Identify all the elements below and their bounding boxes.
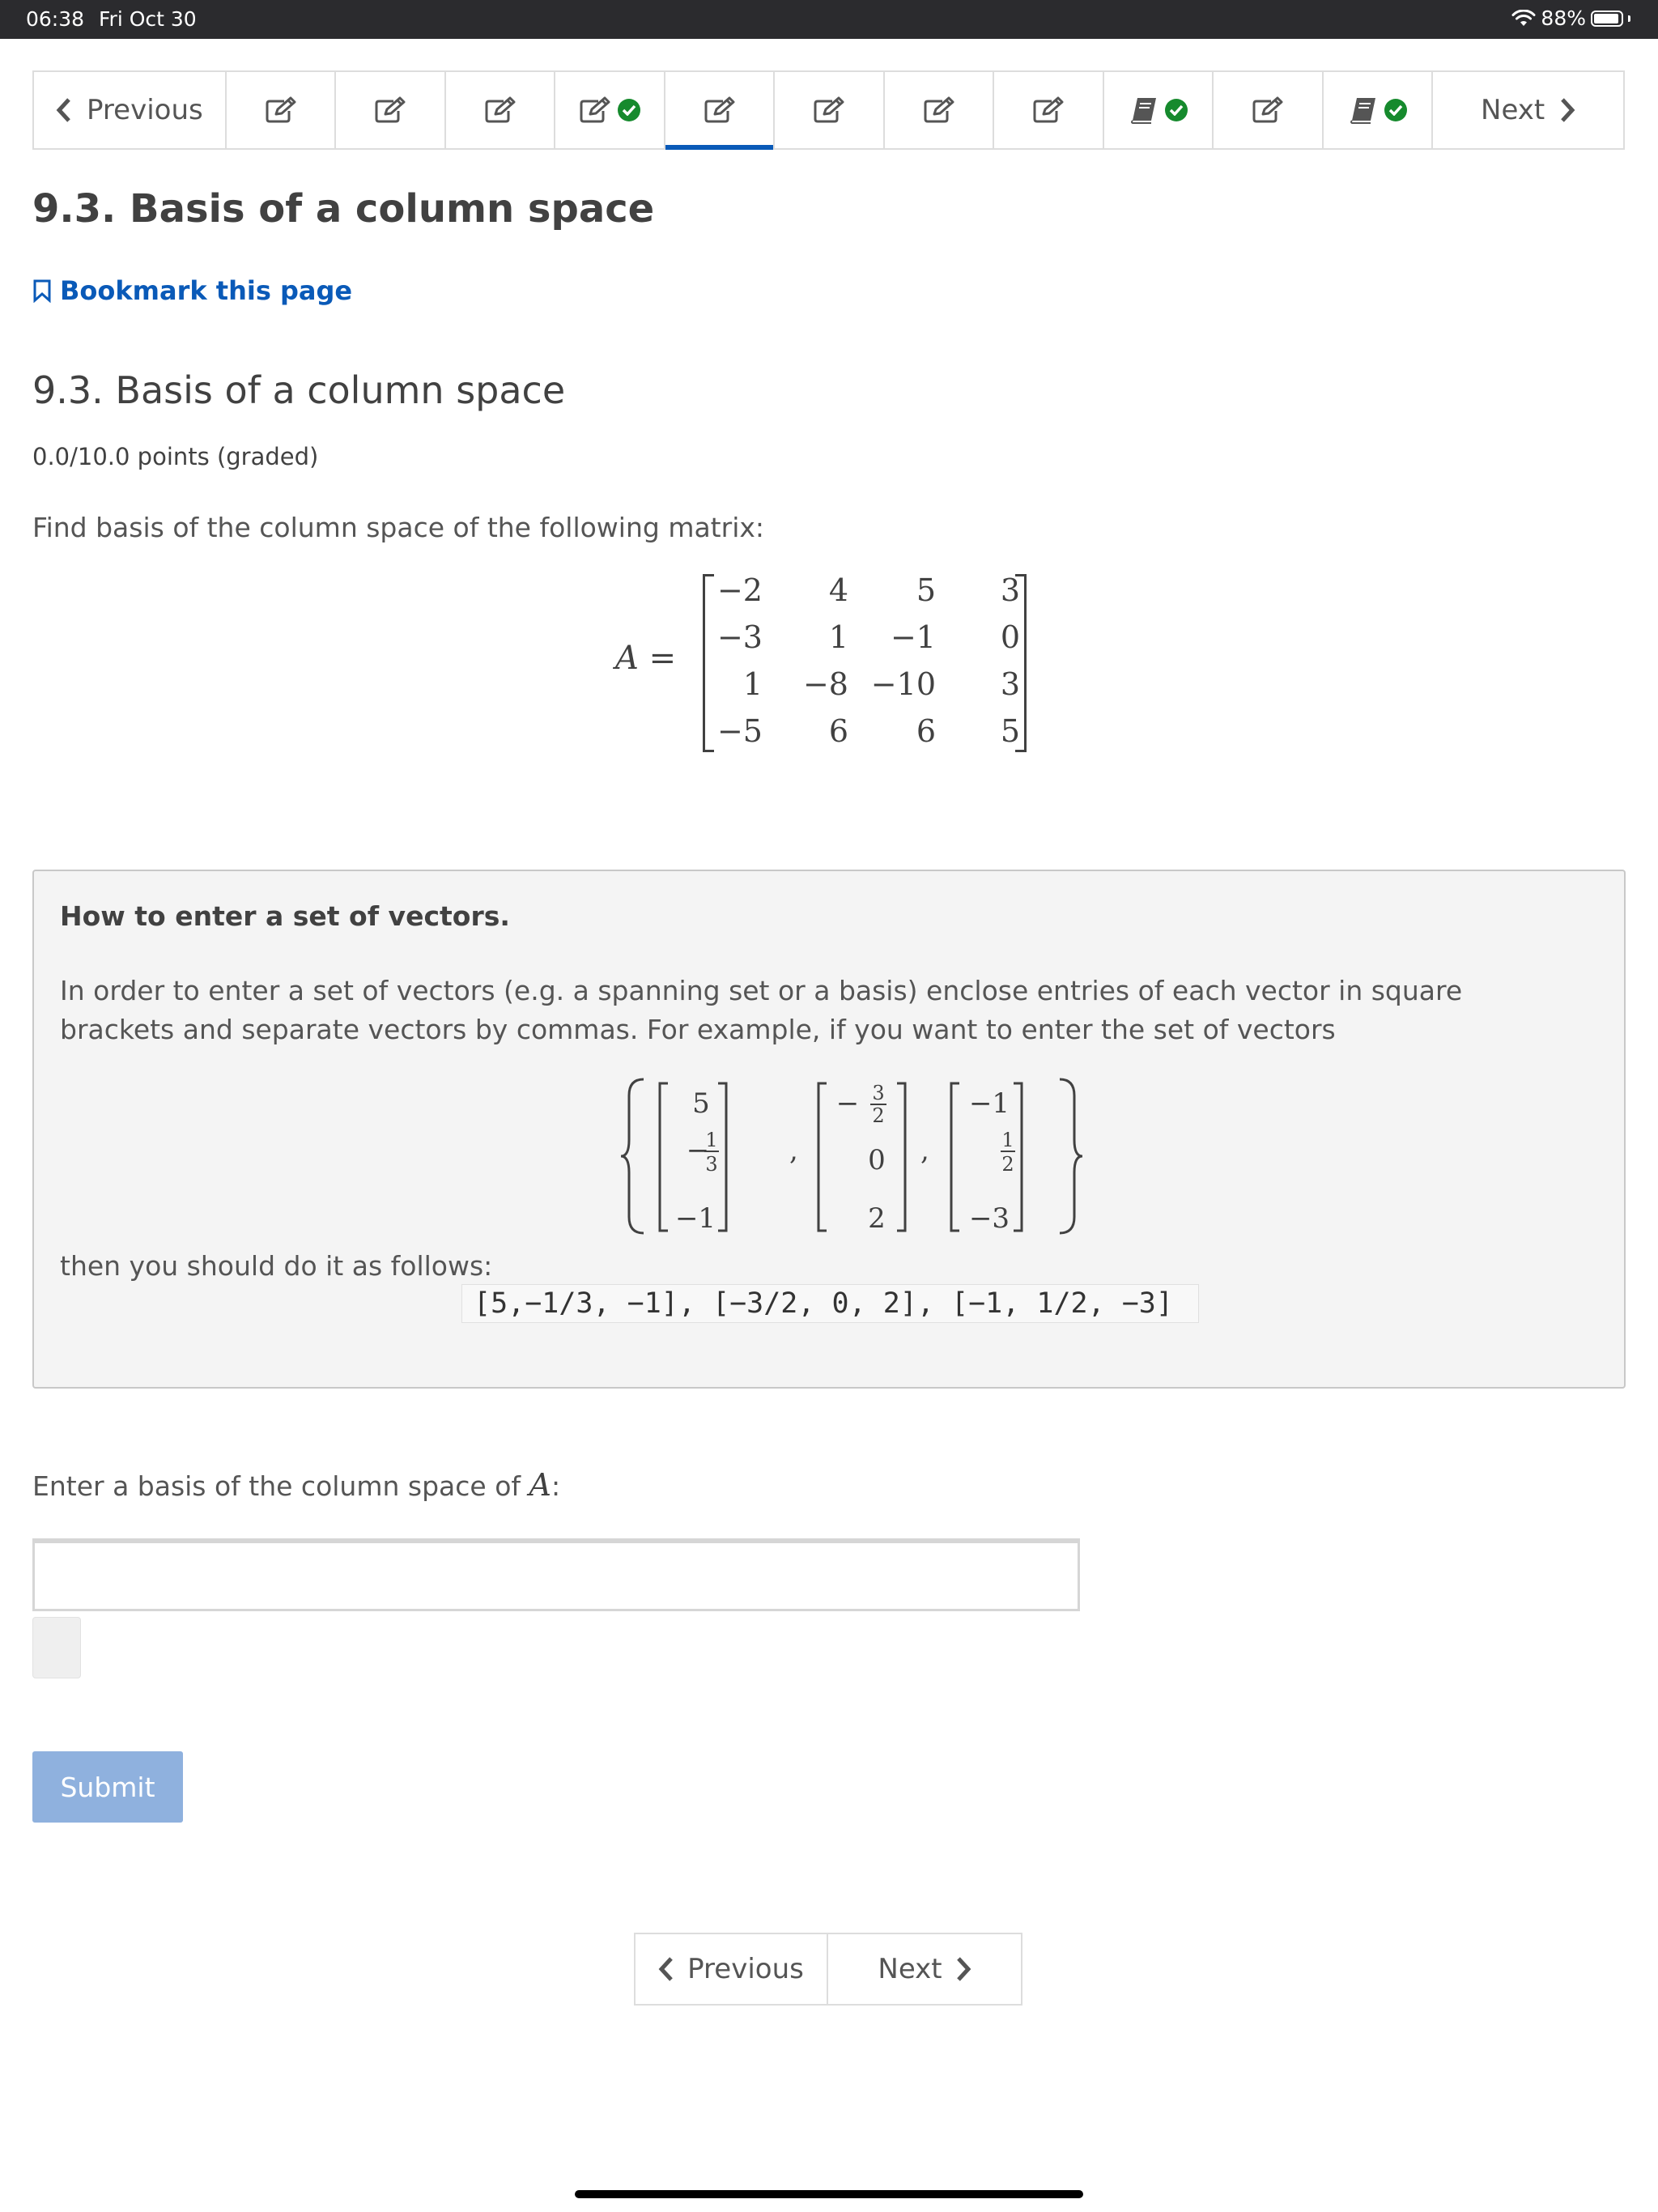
edit-icon <box>813 96 845 124</box>
edit-icon <box>265 96 297 124</box>
answer-label-suffix: : <box>551 1470 561 1502</box>
example-vector-set <box>621 1075 1082 1237</box>
vec1-frac-num: 1 <box>705 1129 718 1151</box>
chevron-right-icon <box>955 1956 971 1982</box>
help-then-text: then you should do it as follows: <box>60 1250 493 1282</box>
vec-comma-2: , <box>920 1134 929 1167</box>
battery-tip <box>1628 15 1630 22</box>
help-body: In order to enter a set of vectors (e.g. a spanning set or a basis) enclose entries of each vector in square brackets and separate vectors by commas. For example, if you want to enter the set of vectors <box>60 975 1463 1045</box>
nav-next-button[interactable] <box>1433 72 1623 148</box>
sequence-unit-5[interactable] <box>665 72 776 148</box>
bookmark-label: Bookmark this page <box>60 275 353 306</box>
help-box <box>32 870 1626 1389</box>
sequence-unit-4[interactable] <box>555 72 665 148</box>
complete-check-icon <box>1384 99 1407 121</box>
brace-left <box>621 1079 644 1233</box>
bottom-previous-label: Previous <box>687 1953 804 1985</box>
status-right <box>1511 6 1630 30</box>
bottom-next-label: Next <box>878 1953 942 1985</box>
sequence-unit-8[interactable] <box>994 72 1104 148</box>
edit-icon <box>484 96 517 124</box>
vec2-bracket-left <box>818 1083 827 1231</box>
chevron-right-icon <box>1559 97 1575 123</box>
problem-points: 0.0/10.0 points (graded) <box>32 443 319 470</box>
nav-previous-button[interactable] <box>34 72 227 148</box>
matrix-cell: 6 <box>916 713 936 749</box>
vec2-entry-3: 2 <box>868 1202 886 1235</box>
sequence-unit-2[interactable] <box>336 72 446 148</box>
answer-label-text: Enter a basis of the column space of <box>32 1470 521 1502</box>
vec3-entry-3: −3 <box>968 1202 1010 1235</box>
matrix-cell: −3 <box>716 619 763 655</box>
matrix-cell: 3 <box>1000 572 1020 608</box>
sequence-unit-6[interactable] <box>775 72 885 148</box>
answer-status-indicator <box>32 1617 81 1678</box>
vec3-bracket-right <box>1014 1083 1022 1231</box>
vec3-bracket-left <box>951 1083 959 1231</box>
chevron-left-icon <box>658 1956 674 1982</box>
sequence-nav <box>32 70 1625 150</box>
nav-next-label: Next <box>1481 94 1545 126</box>
sequence-unit-1[interactable] <box>227 72 337 148</box>
brace-right <box>1060 1079 1082 1233</box>
submit-button[interactable]: Submit <box>32 1751 183 1823</box>
matrix-cell: 5 <box>1000 713 1020 749</box>
bottom-next-button[interactable] <box>828 1934 1021 2004</box>
edit-icon <box>579 96 611 124</box>
status-date: Fri Oct 30 <box>99 7 197 31</box>
answer-label-var: A <box>529 1467 551 1503</box>
edit-icon <box>1252 96 1284 124</box>
book-icon <box>1349 96 1378 124</box>
complete-check-icon <box>1165 99 1188 121</box>
matrix-label: A = <box>615 640 677 677</box>
vec1-entry-3: −1 <box>674 1202 716 1235</box>
matrix-cell: 4 <box>828 572 848 608</box>
battery-icon <box>1591 11 1623 27</box>
edit-icon <box>374 96 406 124</box>
edit-icon <box>1032 96 1065 124</box>
matrix-cell: 1 <box>828 619 848 655</box>
matrix-cell: 3 <box>1000 666 1020 702</box>
matrix-cell: −8 <box>802 666 848 702</box>
matrix-cell: 5 <box>916 572 936 608</box>
status-time: 06:38 <box>26 7 85 31</box>
status-bar <box>0 0 1658 39</box>
matrix-cell: 1 <box>742 666 763 702</box>
page-title: 9.3. Basis of a column space <box>32 186 655 232</box>
vec1-bracket-right <box>718 1083 726 1231</box>
bookmark-link[interactable] <box>32 275 352 306</box>
vec1-entry-1: 5 <box>692 1087 710 1120</box>
help-title: How to enter a set of vectors. <box>60 900 510 932</box>
sequence-unit-11[interactable] <box>1324 72 1434 148</box>
edit-icon <box>704 96 736 124</box>
nav-previous-label: Previous <box>87 94 203 126</box>
bookmark-icon <box>32 279 52 303</box>
vec2-frac-den: 2 <box>872 1104 885 1127</box>
matrix-cell: −1 <box>890 619 936 655</box>
vec1-entry-2: − <box>686 1134 710 1167</box>
matrix-cell: 0 <box>1000 619 1020 655</box>
matrix-cell: 6 <box>828 713 848 749</box>
matrix-a <box>615 571 1036 753</box>
vec3-frac-num: 1 <box>1001 1129 1014 1151</box>
battery-percent: 88% <box>1541 6 1586 30</box>
chevron-left-icon <box>56 97 72 123</box>
vec2-entry-2: 0 <box>868 1144 886 1176</box>
edit-icon <box>923 96 955 124</box>
wifi-icon <box>1511 10 1536 28</box>
matrix-cell: −2 <box>716 572 763 608</box>
answer-label <box>32 1467 560 1503</box>
bottom-previous-button[interactable] <box>636 1934 828 2004</box>
vec1-bracket-left <box>660 1083 668 1231</box>
matrix-cell: −5 <box>716 713 763 749</box>
vec2-bracket-right <box>897 1083 905 1231</box>
complete-check-icon <box>618 99 640 121</box>
sequence-unit-3[interactable] <box>446 72 556 148</box>
bottom-nav <box>634 1933 1022 2006</box>
book-icon <box>1129 96 1158 124</box>
vec3-frac-den: 2 <box>1001 1153 1014 1176</box>
problem-title: 9.3. Basis of a column space <box>32 368 566 412</box>
home-indicator <box>575 2190 1083 2198</box>
answer-input[interactable] <box>32 1538 1080 1611</box>
vec2-minus: − <box>835 1087 860 1120</box>
vec3-entry-1: −1 <box>968 1087 1010 1120</box>
vec1-frac-den: 3 <box>705 1153 718 1176</box>
problem-prompt: Find basis of the column space of the following matrix: <box>32 512 765 543</box>
sequence-unit-9[interactable] <box>1104 72 1214 148</box>
example-code: [5,−1/3, −1], [−3/2, 0, 2], [−1, 1/2, −3] <box>461 1284 1199 1323</box>
sequence-unit-7[interactable] <box>885 72 995 148</box>
vec-comma-1: , <box>789 1134 798 1167</box>
sequence-unit-10[interactable] <box>1214 72 1324 148</box>
matrix-cell: −10 <box>870 666 936 702</box>
vec2-frac-num: 3 <box>872 1082 885 1104</box>
